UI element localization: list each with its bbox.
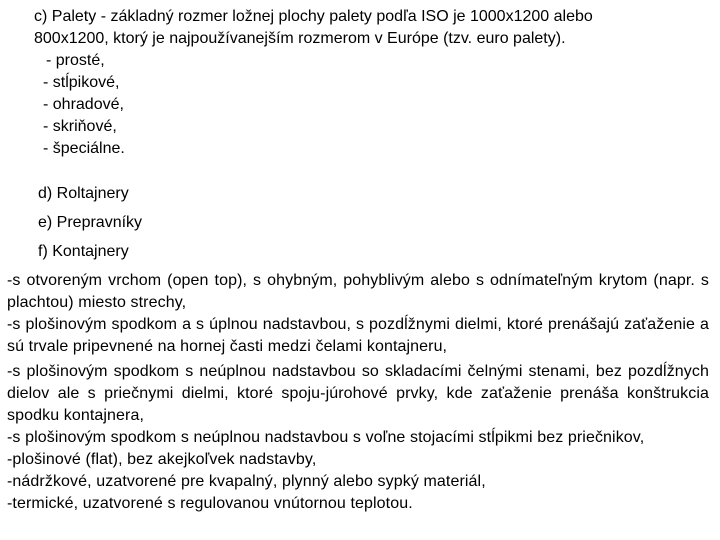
container-type-item: -s plošinovým spodkom s neúplnou nadstavbou so skladacími čelnými stenami, bez pozdĺžnych dielov ale s priečnymi dielmi, ktoré spoju-júrohové prvky, kde zaťaženie prenáša konštrukcia spodku kontajnera, <box>7 363 709 424</box>
pallet-type-item: - skriňové, <box>43 118 117 135</box>
pallet-type-item: - prosté, <box>46 52 105 69</box>
section-roltajnery: d) Roltajnery <box>38 185 129 202</box>
container-types-list <box>7 270 709 515</box>
pallets-paragraph: c) Palety - základný rozmer ložnej plochy palety podľa ISO je 1000x1200 alebo 800x1200, ktorý je najpoužívanejším rozmerom v Európe (tzv. euro palety). <box>34 8 593 47</box>
pallet-type-item: - špeciálne. <box>43 140 125 157</box>
pallets-section <box>34 6 634 160</box>
pallet-types-list <box>34 50 634 160</box>
pallet-type-item: - ohradové, <box>43 96 124 113</box>
container-type-item: -plošinové (flat), bez akejkoľvek nadstavby, <box>7 451 317 468</box>
container-type-item: -s otvoreným vrchom (open top), s ohybným, pohyblivým alebo s odnímateľným krytom (napr. s plachtou) miesto strechy, <box>7 272 709 311</box>
pallet-type-item: - stĺpikové, <box>43 74 120 91</box>
container-type-item: -nádržkové, uzatvorené pre kvapalný, plynný alebo sypký materiál, <box>7 473 486 490</box>
section-prepravniky: e) Prepravníky <box>38 214 143 231</box>
container-type-item: -termické, uzatvorené s regulovanou vnútornou teplotou. <box>7 495 413 512</box>
container-type-item: -s plošinovým spodkom s neúplnou nadstavbou s voľne stojacími stĺpikmi bez priečnikov, <box>7 429 645 446</box>
container-type-item: -s plošinovým spodkom a s úplnou nadstavbou, s pozdĺžnymi dielmi, ktoré prenášajú zaťaženie a sú trvale pripevnené na hornej časti medzi čelami kontajneru, <box>7 316 709 355</box>
section-kontajnery: f) Kontajnery <box>38 243 129 260</box>
